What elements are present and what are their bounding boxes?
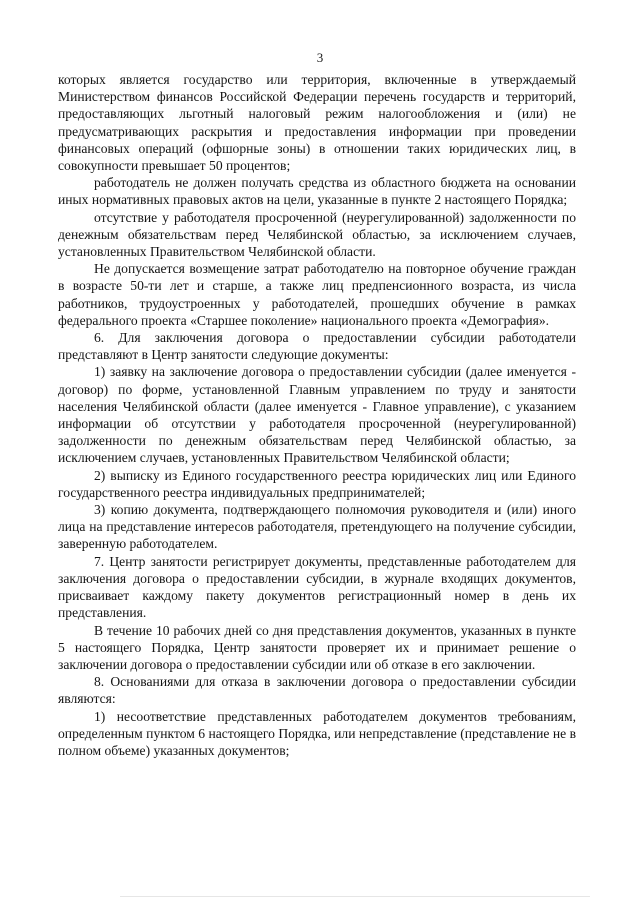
page-number: 3 bbox=[316, 50, 324, 65]
paragraph-clause-8: 8. Основаниями для отказа в заключении договора о предоставлении субсидии являются: bbox=[58, 674, 576, 707]
paragraph-clause-7: 7. Центр занятости регистрирует документы, представленные работодателем для заключения договора о предоставлении субсидии, в журнале входящих документов, присваивает каждому пакету документов регистрационный номер в день их представления. bbox=[58, 553, 576, 621]
paragraph-clause-6-item-2: 2) выписку из Единого государственного реестра юридических лиц или Единого государственного реестра индивидуальных предпринимателей; bbox=[58, 467, 576, 500]
paragraph-clause-6-item-1: 1) заявку на заключение договора о предоставлении субсидии (далее именуется - договор) по форме, установленной Главным управлением по труду и занятости населения Челябинской области (далее именуется - Главное управление), с указанием информации об отсутствии у работодателя просроченной (неурегулированной) задолженности по денежным обязательствам перед Челябинской областью, за исключением случаев, установленных Правительством Челябинской области; bbox=[58, 364, 576, 466]
paragraph-clause-6: 6. Для заключения договора о предоставлении субсидии работодатели представляют в Центр занятости следующие документы: bbox=[58, 330, 576, 363]
paragraph-review-period: В течение 10 рабочих дней со дня представления документов, указанных в пункте 5 настоящего Порядка, Центр занятости проверяет их и принимает решение о заключении договора о предоставлении субсидии или об отказе в его заключении. bbox=[58, 622, 576, 672]
paragraph-clause-6-item-3: 3) копию документа, подтверждающего полномочия руководителя и (или) иного лица на представление интересов работодателя, претендующего на получение субсидии, заверенную работодателем. bbox=[58, 502, 576, 552]
paragraph-no-repeat-training: Не допускается возмещение затрат работодателю на повторное обучение граждан в возрасте 50-ти лет и старше, а также лиц предпенсионного возраста, из числа работников, трудоустроенных у работодателей, прошедших обучение в рамках федерального проекта «Старшее поколение» национального проекта «Демография». bbox=[58, 261, 576, 328]
paragraph-offshore-continuation: которых является государство или территория, включенные в утверждаемый Министерством финансов Российской Федерации перечень государств и территорий, предоставляющих льготный налоговый режим налогообложения и (или) не предусматривающих раскрытия и предоставления информации при проведении финансовых операций (офшорные зоны) в отношении таких юридических лиц, в совокупности превышает 50 процентов; bbox=[58, 72, 576, 174]
paragraph-no-overdue-debt: отсутствие у работодателя просроченной (неурегулированной) задолженности по денежным обязательствам перед Челябинской областью, за исключением случаев, установленных Правительством Челябинской области. bbox=[58, 209, 576, 260]
document-body bbox=[58, 71, 576, 759]
bottom-scan-edge bbox=[120, 896, 590, 897]
paragraph-clause-8-item-1: 1) несоответствие представленных работодателем документов требованиям, определенным пунктом 6 настоящего Порядка, или непредставление (представление не в полном объеме) указанных документов; bbox=[58, 708, 576, 758]
paragraph-no-other-budget-funds: работодатель не должен получать средства из областного бюджета на основании иных нормативных правовых актов на цели, указанные в пункте 2 настоящего Порядка; bbox=[58, 175, 576, 208]
